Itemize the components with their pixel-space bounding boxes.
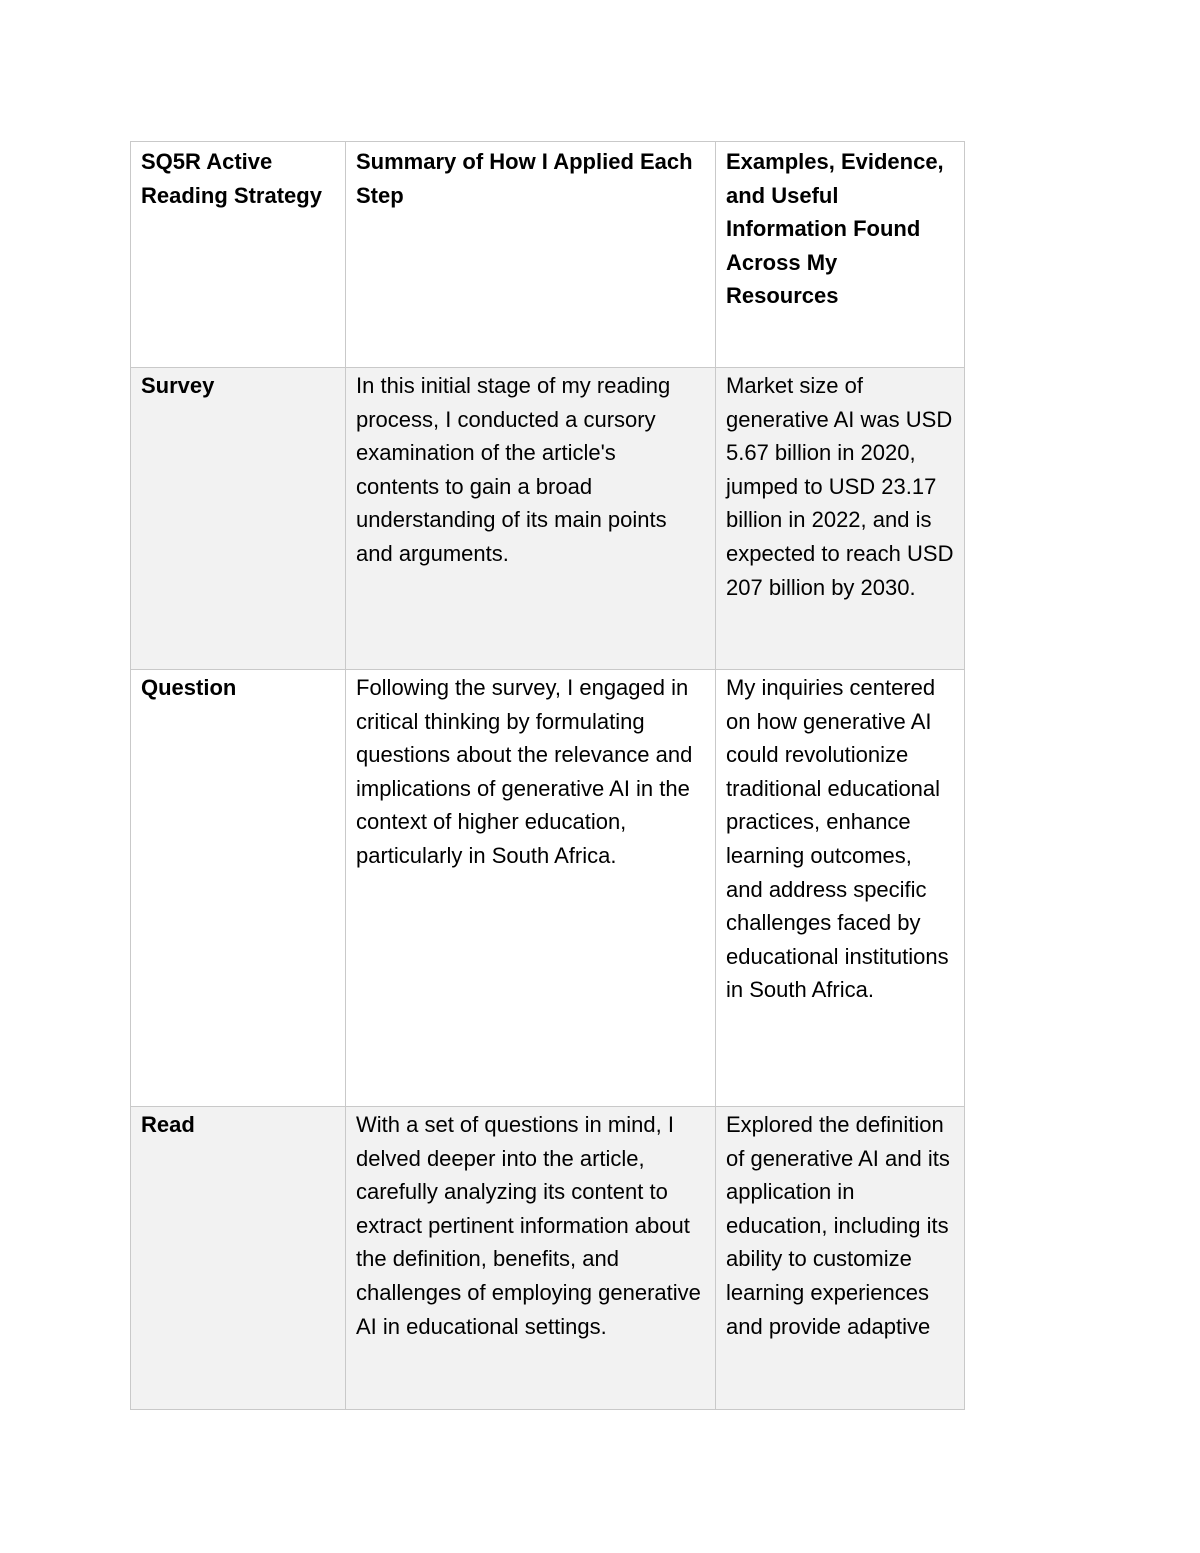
examples-text: Explored the definition of generative AI and its application in education, including its ability to customize learning experiences and provide adaptive (726, 1112, 950, 1339)
step-cell-question (131, 670, 346, 1107)
summary-text: With a set of questions in mind, I delved deeper into the article, carefully analyzing its content to extract pertinent information about the definition, benefits, and challenges of employing generative AI in educational settings. (356, 1112, 701, 1339)
examples-text: My inquiries centered on how generative AI could revolutionize traditional educational practices, enhance learning outcomes, and address specific challenges faced by educational institutions in South Africa. (726, 675, 949, 1003)
summary-cell-survey (346, 368, 716, 670)
step-label: Survey (141, 373, 215, 398)
examples-cell-read (716, 1107, 965, 1410)
summary-text: Following the survey, I engaged in critical thinking by formulating questions about the relevance and implications of generative AI in the context of higher education, particularly in South Africa. (356, 675, 693, 868)
table-row-read (131, 1107, 965, 1410)
examples-text: Market size of generative AI was USD 5.67 billion in 2020, jumped to USD 23.17 billion in 2022, and is expected to reach USD 207 billion by 2030. (726, 373, 954, 600)
step-label: Read (141, 1112, 195, 1137)
header-strategy (131, 142, 346, 368)
header-strategy-text: SQ5R Active Reading Strategy (141, 149, 322, 208)
header-summary-text: Summary of How I Applied Each Step (356, 149, 693, 208)
table-header-row (131, 142, 965, 368)
table-row-question (131, 670, 965, 1107)
examples-cell-survey (716, 368, 965, 670)
summary-cell-read (346, 1107, 716, 1410)
summary-cell-question (346, 670, 716, 1107)
header-summary (346, 142, 716, 368)
table-row-survey (131, 368, 965, 670)
step-cell-survey (131, 368, 346, 670)
step-label: Question (141, 675, 237, 700)
header-examples (716, 142, 965, 368)
sq5r-table (130, 141, 965, 1410)
header-examples-text: Examples, Evidence, and Useful Information Found Across My Resources (726, 149, 944, 309)
examples-cell-question (716, 670, 965, 1107)
summary-text: In this initial stage of my reading process, I conducted a cursory examination of the article's contents to gain a broad understanding of its main points and arguments. (356, 373, 671, 566)
step-cell-read (131, 1107, 346, 1410)
